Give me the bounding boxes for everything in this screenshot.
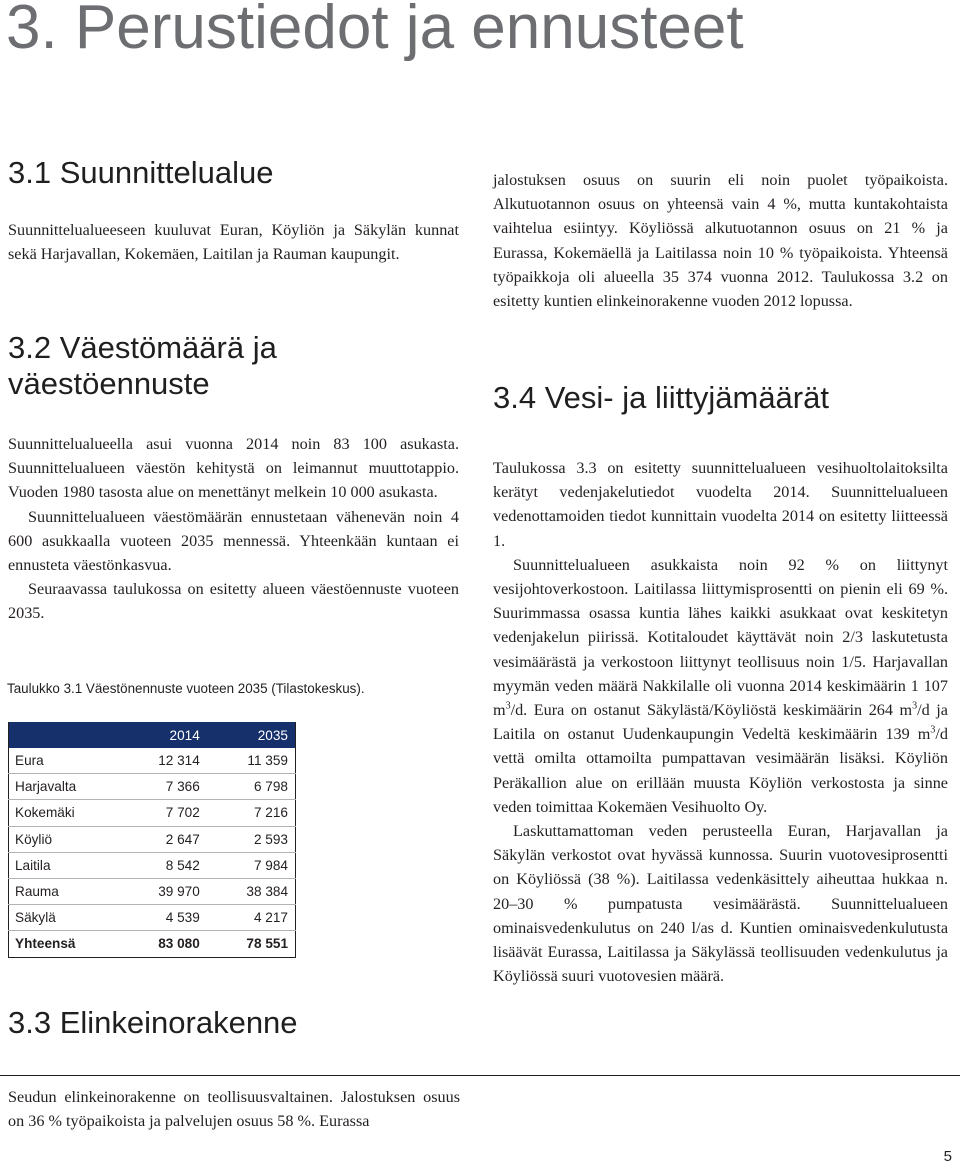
table-row (9, 905, 296, 931)
value-cell: 7 366 (119, 774, 207, 800)
text-run: /d. Eura on ostanut Säkylästä/Köyliöstä keskimäärin 264 m (510, 701, 913, 720)
paragraph: Suunnittelualueella asui vuonna 2014 noin 83 100 asukasta. Suunnittelualueen väestön kehitystä on leimannut muuttotappio. Vuoden 1980 tasosta alue on menettänyt melkein 10 000 asukasta. (8, 435, 459, 502)
value-cell: 6 798 (207, 774, 296, 800)
section-3-3-text-continued (493, 168, 948, 313)
municipality-cell: Köyliö (9, 826, 120, 852)
table-row (9, 774, 296, 800)
value-cell: 78 551 (207, 931, 296, 957)
value-cell: 8 542 (119, 852, 207, 878)
value-cell: 7 702 (119, 800, 207, 826)
table-header-row (9, 722, 296, 748)
value-cell: 12 314 (119, 748, 207, 774)
header-cell: 2014 (119, 722, 207, 748)
municipality-cell: Rauma (9, 878, 120, 904)
paragraph: jalostuksen osuus on suurin eli noin puolet työpaikoista. Alkutuotannon osuus on yhteensä vain 4 %, mutta kuntakohtaista vaihtelua esiintyy. Köyliössä alkutuotannon osuus on 21 % ja Eurassa, Kokemäellä ja Laitilassa noin 10 % työpaikoista. Yhteensä työpaikkoja oli alueella 35 374 vuonna 2012. Taulukossa 3.2 on esitetty kuntien elinkeinorakenne vuoden 2012 lopussa. (493, 171, 948, 311)
municipality-cell: Eura (9, 748, 120, 774)
value-cell: 4 539 (119, 905, 207, 931)
population-forecast-table (8, 722, 296, 958)
section-heading-3-1: 3.1 Suunnittelualue (8, 155, 274, 190)
table-row (9, 800, 296, 826)
paragraph (493, 553, 948, 819)
value-cell: 39 970 (119, 878, 207, 904)
municipality-cell: Säkylä (9, 905, 120, 931)
paragraph: Suunnittelualueeseen kuuluvat Euran, Köyliön ja Säkylän kunnat sekä Harjavallan, Kokemäen, Laitilan ja Rauman kaupungit. (8, 221, 459, 264)
value-cell: 4 217 (207, 905, 296, 931)
text-run: /d ja Laitila on ostanut Uudenkaupungin Vedeltä keskimäärin 139 m (493, 701, 948, 744)
section-heading-3-3: 3.3 Elinkeinorakenne (8, 1005, 298, 1040)
page-number: 5 (943, 1148, 952, 1165)
municipality-cell: Laitila (9, 852, 120, 878)
section-3-2-text (8, 432, 459, 626)
paragraph: Suunnittelualueen väestömäärän ennustetaan vähenevän noin 4 600 asukkaalla vuoteen 2035 mennessä. Yhteenkään kuntaan ei ennusteta väestönkasvua. (8, 507, 459, 575)
municipality-cell: Kokemäki (9, 800, 120, 826)
section-3-3-text-start (8, 1085, 460, 1133)
superscript: 3 (912, 700, 918, 712)
superscript: 3 (505, 700, 511, 712)
value-cell: 83 080 (119, 931, 207, 957)
municipality-cell: Harjavalta (9, 774, 120, 800)
heading-line: väestöennuste (8, 366, 210, 401)
value-cell: 38 384 (207, 878, 296, 904)
header-cell: 2035 (207, 722, 296, 748)
heading-line: 3.2 Väestömäärä ja (8, 330, 277, 365)
table-row (9, 826, 296, 852)
section-heading-3-2 (8, 330, 277, 402)
value-cell: 2 647 (119, 826, 207, 852)
table-caption: Taulukko 3.1 Väestönennuste vuoteen 2035 (Tilastokeskus). (7, 681, 365, 696)
paragraph: Seuraavassa taulukossa on esitetty alueen väestöennuste vuoteen 2035. (8, 580, 459, 623)
text-run: Suunnittelualueen asukkaista noin 92 % on liittynyt vesijohtoverkostoon. Laitilassa liittymisprosentti on pienin eli 69 %. Suurimmassa osassa kuntia lähes kaikki asukkaat ovat keskitetyn vedenjakelun piirissä. Kotitaloudet käyttävät noin 2/3 laskutetusta vesimäärästä ja verkostoon liittynyt teollisuus noin 1/5. Harjavallan myymän veden määrä Nakkilalle oli vuonna 2014 keskimäärin 1 107 m (493, 555, 948, 720)
paragraph: Taulukossa 3.3 on esitetty suunnittelualueen vesihuoltolaitoksilta kerätyt vedenjakelutiedot vuodelta 2014. Suunnittelualueen vedenottamoiden tiedot kunnittain vuodelta 2014 on esitetty liitteessä 1. (493, 459, 948, 550)
chapter-title: 3. Perustiedot ja ennusteet (6, 0, 744, 62)
value-cell: 7 216 (207, 800, 296, 826)
municipality-cell: Yhteensä (9, 931, 120, 957)
text-run: /d vettä omilta ottamoilta pumpattavan vesimäärän lisäksi. Köyliön Peräkallion alue on erillään muusta Köyliön verkostosta ja sinne veden toimittaa Kokemäen Vesihuolto Oy. (493, 725, 948, 816)
table-row (9, 748, 296, 774)
header-cell (9, 722, 120, 748)
table-row (9, 852, 296, 878)
section-3-1-text (8, 218, 459, 266)
table-total-row (9, 931, 296, 957)
paragraph: Seudun elinkeinorakenne on teollisuusvaltainen. Jalostuksen osuus on 36 % työpaikoista ja palvelujen osuus 58 %. Eurassa (8, 1088, 460, 1131)
superscript: 3 (930, 724, 936, 736)
value-cell: 7 984 (207, 852, 296, 878)
divider (0, 1075, 960, 1076)
value-cell: 11 359 (207, 748, 296, 774)
section-3-4-text (493, 456, 948, 988)
table-row (9, 878, 296, 904)
paragraph: Laskuttamattoman veden perusteella Euran, Harjavallan ja Säkylän verkostot ovat hyvässä kunnossa. Suurin vuotovesiprosentti on Köyliössä (38 %). Laitilassa vedenkäsittely aiheuttaa hukkaa n. 20–30 % pumpatusta vesimäärästä. Suunnittelualueen ominaisvedenkulutus on 240 l/as d. Kuntien ominaisvedenkulutusta lisäävät Eurassa, Laitilassa ja Säkylässä teollisuuden vedenkulutus ja Köyliössä suuri vuotovesien määrä. (493, 822, 948, 986)
section-heading-3-4: 3.4 Vesi- ja liittyjämäärät (493, 380, 829, 415)
value-cell: 2 593 (207, 826, 296, 852)
